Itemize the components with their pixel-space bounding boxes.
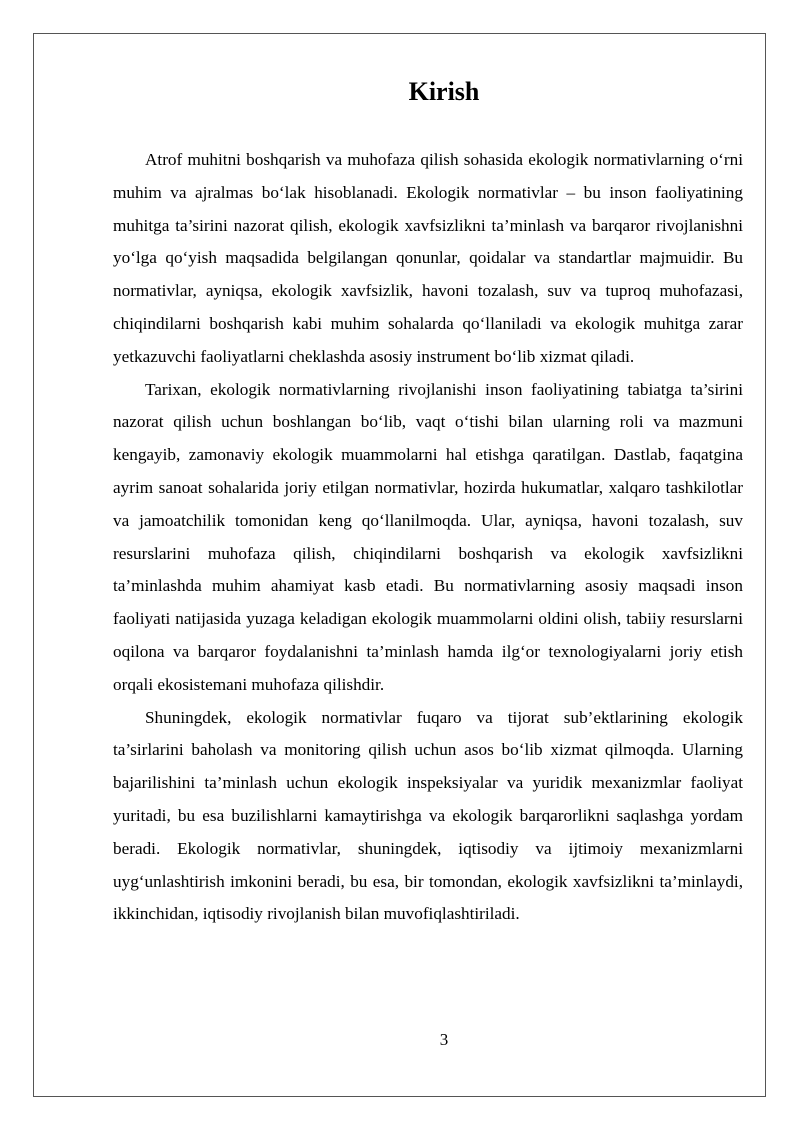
document-body <box>113 144 743 931</box>
page-number: 3 <box>439 1030 449 1049</box>
paragraph-2: Tarixan, ekologik normativlarning rivojlanishi inson faoliyatining tabiatga ta’sirini nazorat qilish uchun boshlangan bo‘lib, vaqt o‘tishi bilan ularning roli va mazmuni kengayib, zamonaviy ekologik muammolarni hal etishga qaratilgan. Dastlab, faqatgina ayrim sanoat sohalarida joriy etilgan normativlar, hozirda hukumatlar, xalqaro tashkilotlar va jamoatchilik tomonidan keng qo‘llanilmoqda. Ular, ayniqsa, havoni tozalash, suv resurslarini muhofaza qilish, chiqindilarni boshqarish va ekologik xavfsizlikni ta’minlashda muhim ahamiyat kasb etadi. Bu normativlarning asosiy maqsadi inson faoliyati natijasida yuzaga keladigan ekologik muammolarni oldini olish, tabiiy resurslarni oqilona va barqaror foydalanishni ta’minlash hamda ilg‘or texnologiyalarni joriy etish orqali ekosistemani muhofaza qilishdir. <box>113 379 743 694</box>
paragraph-3: Shuningdek, ekologik normativlar fuqaro va tijorat sub’ektlarining ekologik ta’sirlarini baholash va monitoring qilish uchun asos bo‘lib xizmat qilmoqda. Ularning bajarilishini ta’minlash uchun ekologik inspeksiyalar va yuridik mexanizmlar faoliyat yuritadi, bu esa buzilishlarni kamaytirishga va ekologik barqarorlikni saqlashga yordam beradi. Ekologik normativlar, shuningdek, iqtisodiy va ijtimoiy mexanizmlarni uyg‘unlashtirish imkonini beradi, bu esa, bir tomondan, ekologik xavfsizlikni ta’minlaydi, ikkinchidan, iqtisodiy rivojlanish bilan muvofiqlashtiriladi. <box>113 707 743 924</box>
paragraph-1: Atrof muhitni boshqarish va muhofaza qilish sohasida ekologik normativlarning o‘rni muhim va ajralmas bo‘lak hisoblanadi. Ekologik normativlar – bu inson faoliyatining muhitga ta’sirini nazorat qilish, ekologik xavfsizlikni ta’minlash va barqaror rivojlanishni yo‘lga qo‘yish maqsadida belgilangan qonunlar, qoidalar va standartlar majmuidir. Bu normativlar, ayniqsa, ekologik xavfsizlik, havoni tozalash, suv va tuproq muhofazasi, chiqindilarni boshqarish kabi muhim sohalarda qo‘llaniladi va ekologik muhitga zarar yetkazuvchi faoliyatlarni cheklashda asosiy instrument bo‘lib xizmat qiladi. <box>113 150 743 366</box>
page-title: Kirish <box>408 77 480 106</box>
